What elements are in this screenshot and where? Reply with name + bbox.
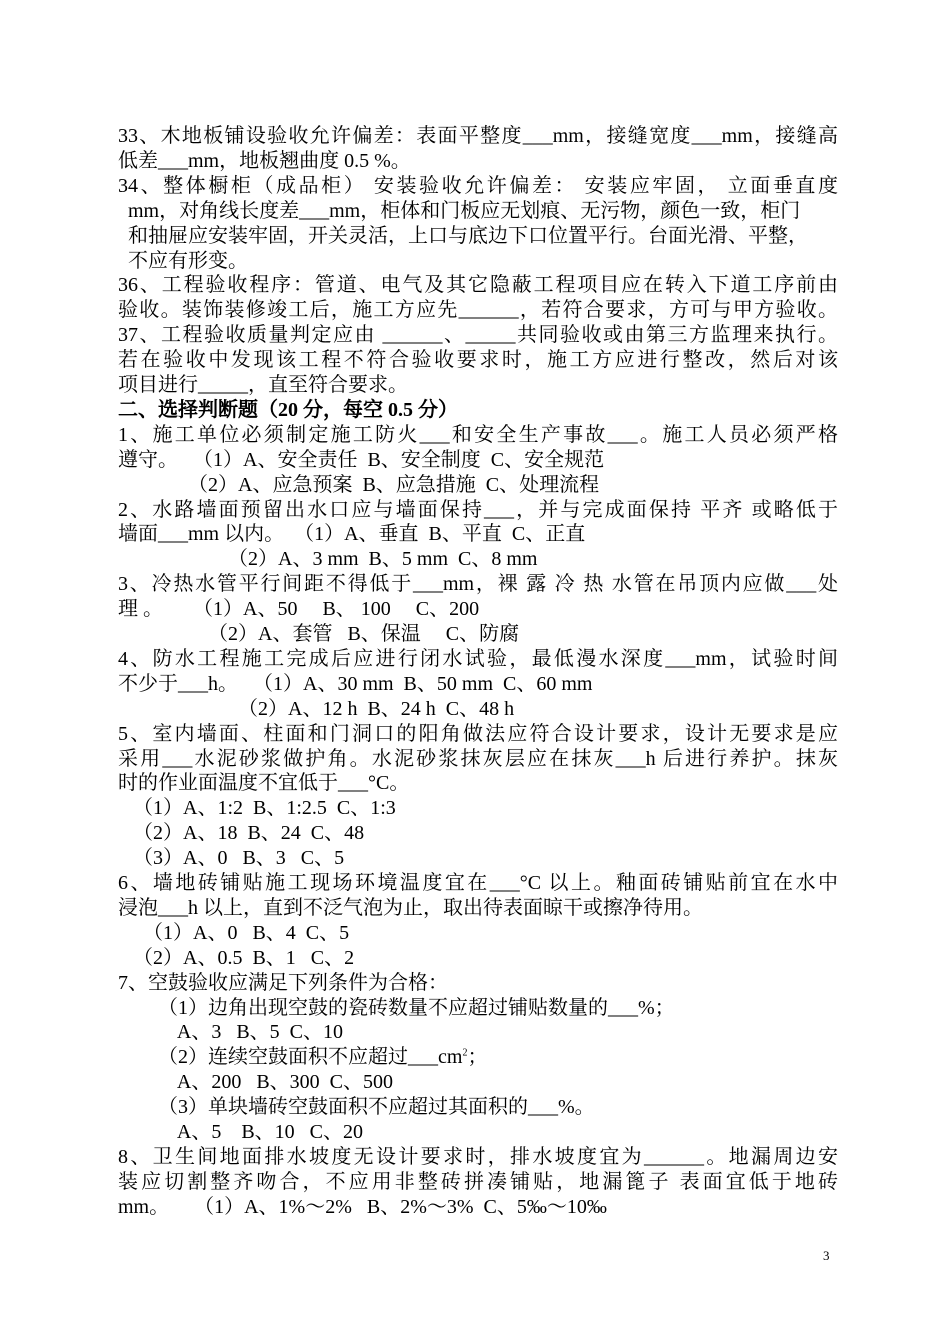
page-number: 3 bbox=[823, 1248, 830, 1263]
text-line: （2）A、应急预案 B、应急措施 C、处理流程 bbox=[118, 473, 600, 496]
text-line: 遵守。 （1）A、安全责任 B、安全制度 C、安全规范 bbox=[118, 448, 605, 471]
text-line: 浸泡___h 以上，直到不泛气泡为止，取出待表面晾干或擦净待用。 bbox=[118, 896, 703, 919]
text-line: 若在验收中发现该工程不符合验收要求时，施工方应进行整改，然后对该 bbox=[118, 349, 838, 372]
text-line: （2）A、3 mm B、5 mm C、8 mm bbox=[118, 548, 538, 571]
text-line: mm，对角线长度差___mm，柜体和门板应无划痕、无污物，颜色一致，柜门 bbox=[118, 199, 801, 222]
text-line: （1）A、0 B、4 C、5 bbox=[118, 921, 350, 944]
text-line: 4、防水工程施工完成后应进行闭水试验，最低漫水深度___mm，试验时间 bbox=[118, 647, 838, 670]
text-line: A、3 B、5 C、10 bbox=[118, 1021, 344, 1044]
text-line: A、5 B、10 C、20 bbox=[118, 1121, 364, 1143]
text-line: 5、室内墙面、柱面和门洞口的阳角做法应符合设计要求，设计无要求是应 bbox=[118, 722, 838, 745]
text-line: 3、冷热水管平行间距不得低于___mm，裸 露 冷 热 水管在吊顶内应做___处 bbox=[118, 573, 838, 596]
line-tail: ； bbox=[467, 1046, 488, 1069]
superscript: 2 bbox=[462, 1047, 468, 1059]
text-line: 不少于___h。 （1）A、30 mm B、50 mm C、60 mm bbox=[118, 672, 593, 695]
text-line: （3）单块墙砖空鼓面积不应超过其面积的___%。 bbox=[118, 1096, 595, 1119]
text-line: A、200 B、300 C、500 bbox=[118, 1071, 394, 1094]
text-line: （2）A、12 h B、24 h C、48 h bbox=[118, 697, 515, 720]
text-line: 墙面___mm 以内。 （1）A、垂直 B、平直 C、正直 bbox=[118, 523, 586, 546]
text-line: 33、木地板铺设验收允许偏差：表面平整度___mm，接缝宽度___mm，接缝高 bbox=[118, 125, 838, 147]
section-heading: 二、选择判断题（20 分，每空 0.5 分） bbox=[118, 398, 458, 421]
text-line: （2）连续空鼓面积不应超过$\_\_\_cm^2$； bbox=[118, 1046, 488, 1069]
text-line: （1）边角出现空鼓的瓷砖数量不应超过铺贴数量的___%； bbox=[118, 996, 675, 1019]
text-line: 1、施工单位必须制定施工防火___和安全生产事故___。施工人员必须严格 bbox=[118, 423, 838, 446]
text-line: 装应切割整齐吻合，不应用非整砖拼凑铺贴，地漏篦子 表面宜低于地砖 bbox=[118, 1170, 838, 1193]
text-line: 时的作业面温度不宜低于___°C。 bbox=[118, 772, 410, 795]
text-line: 不应有形变。 bbox=[118, 249, 248, 272]
text-line: 8、卫生间地面排水坡度无设计要求时，排水坡度宜为______。地漏周边安 bbox=[118, 1145, 838, 1168]
text-line: （2）A、18 B、24 C、48 bbox=[118, 822, 365, 845]
text-line: 和抽屉应安装牢固，开关灵活，上口与底边下口位置平行。台面光滑、平整， bbox=[118, 224, 808, 247]
text-line: 6、墙地砖铺贴施工现场环境温度宜在___°C 以上。釉面砖铺贴前宜在水中 bbox=[118, 872, 838, 894]
text-line: 采用___水泥砂浆做护角。水泥砂浆抹灰层应在抹灰___h 后进行养护。抹灰 bbox=[118, 747, 838, 770]
text-line: 37、工程验收质量判定应由 ______、_____共同验收或由第三方监理来执行。 bbox=[118, 324, 838, 347]
text-line: 7、空鼓验收应满足下列条件为合格： bbox=[118, 971, 448, 994]
text-line: （3）A、0 B、3 C、5 bbox=[118, 847, 345, 870]
text-line: 36、工程验收程序：管道、电气及其它隐蔽工程项目应在转入下道工序前由 bbox=[118, 274, 838, 297]
text-line: 2、水路墙面预留出水口应与墙面保持___，并与完成面保持 平齐 或略低于 bbox=[118, 498, 838, 521]
text-line: 低差___mm，地板翘曲度 0.5 %。 bbox=[118, 149, 411, 172]
text-line: 项目进行_____，直至符合要求。 bbox=[118, 374, 408, 396]
text-line: 理 。 （1）A、50 B、 100 C、200 bbox=[118, 598, 480, 621]
text-line: 验收。装饰装修竣工后，施工方应先______，若符合要求，方可与甲方验收。 bbox=[118, 299, 838, 322]
text-line: 34、整体橱柜（成品柜） 安装验收允许偏差： 安装应牢固， 立面垂直度 bbox=[118, 174, 838, 197]
text-line: （2）A、套管 B、保温 C、防腐 bbox=[118, 623, 520, 645]
text-line: （2）A、0.5 B、1 C、2 bbox=[118, 946, 355, 969]
text-line: mm。 （1）A、1%～2% B、2%～3% C、5‰～10‰ bbox=[118, 1195, 607, 1218]
text-line: （1）A、1:2 B、1:2.5 C、1:3 bbox=[118, 797, 396, 820]
